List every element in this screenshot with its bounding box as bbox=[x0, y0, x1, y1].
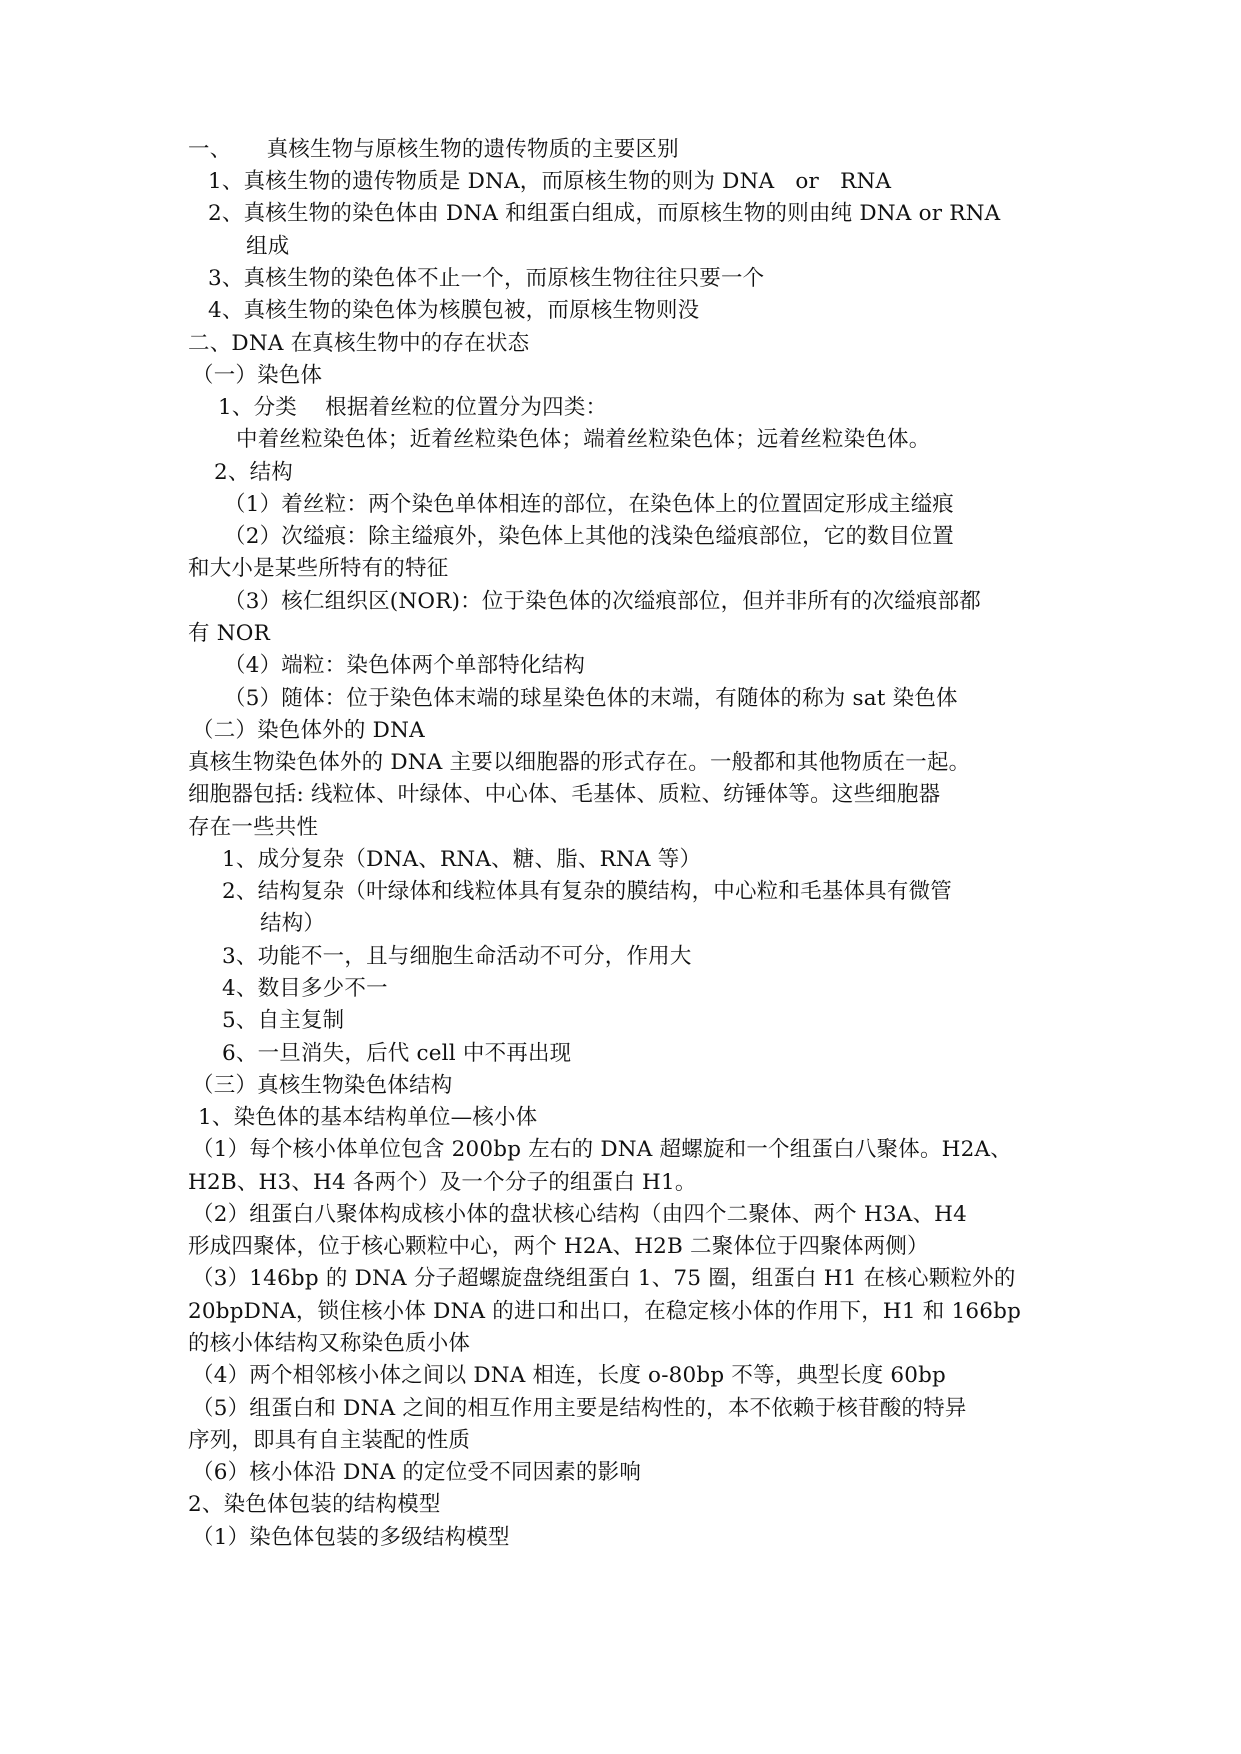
text-line: 6、一旦消失，后代 cell 中不再出现 bbox=[222, 1041, 572, 1066]
text-line: 1、染色体的基本结构单位—核小体 bbox=[198, 1105, 538, 1130]
text-line: 序列，即具有自主装配的性质 bbox=[188, 1428, 471, 1453]
text-line: 细胞器包括: 线粒体、叶绿体、中心体、毛基体、质粒、纺锤体等。这些细胞器 bbox=[188, 782, 941, 807]
text-line: 有 NOR bbox=[188, 621, 270, 646]
text-line: 1、成分复杂（DNA、RNA、糖、脂、RNA 等） bbox=[222, 847, 702, 872]
subsection-heading: （二）染色体外的 DNA bbox=[192, 718, 425, 743]
text-line: 5、自主复制 bbox=[222, 1008, 345, 1033]
text-line: H2B、H3、H4 各两个）及一个分子的组蛋白 H1。 bbox=[188, 1170, 697, 1195]
text-line: （2）组蛋白八聚体构成核小体的盘状核心结构（由四个二聚体、两个 H3A、H4 bbox=[192, 1202, 967, 1227]
text-line: （4）两个相邻核小体之间以 DNA 相连，长度 o-80bp 不等，典型长度 60bp bbox=[192, 1363, 947, 1388]
text-line: 组成 bbox=[246, 234, 290, 259]
text-line: 的核小体结构又称染色质小体 bbox=[188, 1331, 471, 1356]
text-line: （5）随体：位于染色体末端的球星染色体的末端，有随体的称为 sat 染色体 bbox=[224, 686, 958, 711]
text-line: （5）组蛋白和 DNA 之间的相互作用主要是结构性的，本不依赖于核苷酸的特异 bbox=[192, 1396, 967, 1421]
section-heading-1: 一、 真核生物与原核生物的遗传物质的主要区别 bbox=[188, 137, 679, 162]
text-line: 1、分类 根据着丝粒的位置分为四类： bbox=[218, 395, 608, 420]
text-line: 存在一些共性 bbox=[188, 815, 319, 840]
text-line: （3）核仁组织区(NOR)：位于染色体的次缢痕部位，但并非所有的次缢痕部都 bbox=[224, 589, 981, 614]
subsection-heading: （一）染色体 bbox=[192, 363, 323, 388]
text-line: 2、结构复杂（叶绿体和线粒体具有复杂的膜结构，中心粒和毛基体具有微管 bbox=[222, 879, 952, 904]
subsection-heading: （三）真核生物染色体结构 bbox=[192, 1073, 453, 1098]
text-line: （4）端粒：染色体两个单部特化结构 bbox=[224, 653, 586, 678]
text-line: 20bpDNA，锁住核小体 DNA 的进口和出口，在稳定核小体的作用下，H1 和 166bp bbox=[188, 1299, 1022, 1324]
text-line: （1）染色体包装的多级结构模型 bbox=[192, 1525, 510, 1550]
text-line: （2）次缢痕：除主缢痕外，染色体上其他的浅染色缢痕部位，它的数目位置 bbox=[224, 524, 954, 549]
text-line: （3）146bp 的 DNA 分子超螺旋盘绕组蛋白 1、75 圈，组蛋白 H1 在核心颗粒外的 bbox=[192, 1266, 1016, 1291]
text-line: 2、真核生物的染色体由 DNA 和组蛋白组成，而原核生物的则由纯 DNA or RNA bbox=[208, 201, 1001, 226]
text-line: （1）每个核小体单位包含 200bp 左右的 DNA 超螺旋和一个组蛋白八聚体。H2A、 bbox=[192, 1137, 1012, 1162]
text-line: 2、染色体包装的结构模型 bbox=[188, 1492, 441, 1517]
text-line: （6）核小体沿 DNA 的定位受不同因素的影响 bbox=[192, 1460, 642, 1485]
text-line: 3、功能不一，且与细胞生命活动不可分，作用大 bbox=[222, 944, 692, 969]
text-line: （1）着丝粒：两个染色单体相连的部位，在染色体上的位置固定形成主缢痕 bbox=[224, 492, 954, 517]
text-line: 3、真核生物的染色体不止一个，而原核生物往往只要一个 bbox=[208, 266, 765, 291]
text-line: 和大小是某些所特有的特征 bbox=[188, 556, 449, 581]
text-line: 4、数目多少不一 bbox=[222, 976, 388, 1001]
text-line: 真核生物染色体外的 DNA 主要以细胞器的形式存在。一般都和其他物质在一起。 bbox=[188, 750, 971, 775]
text-line: 中着丝粒染色体；近着丝粒染色体；端着丝粒染色体；远着丝粒染色体。 bbox=[236, 427, 931, 452]
text-line: 1、真核生物的遗传物质是 DNA，而原核生物的则为 DNA or RNA bbox=[208, 169, 892, 194]
text-line: 4、真核生物的染色体为核膜包被，而原核生物则没 bbox=[208, 298, 700, 323]
text-line: 结构） bbox=[260, 911, 326, 936]
text-line: 2、结构 bbox=[214, 460, 293, 485]
text-line: 形成四聚体，位于核心颗粒中心，两个 H2A、H2B 二聚体位于四聚体两侧） bbox=[188, 1234, 929, 1259]
section-heading-2: 二、DNA 在真核生物中的存在状态 bbox=[188, 331, 530, 356]
